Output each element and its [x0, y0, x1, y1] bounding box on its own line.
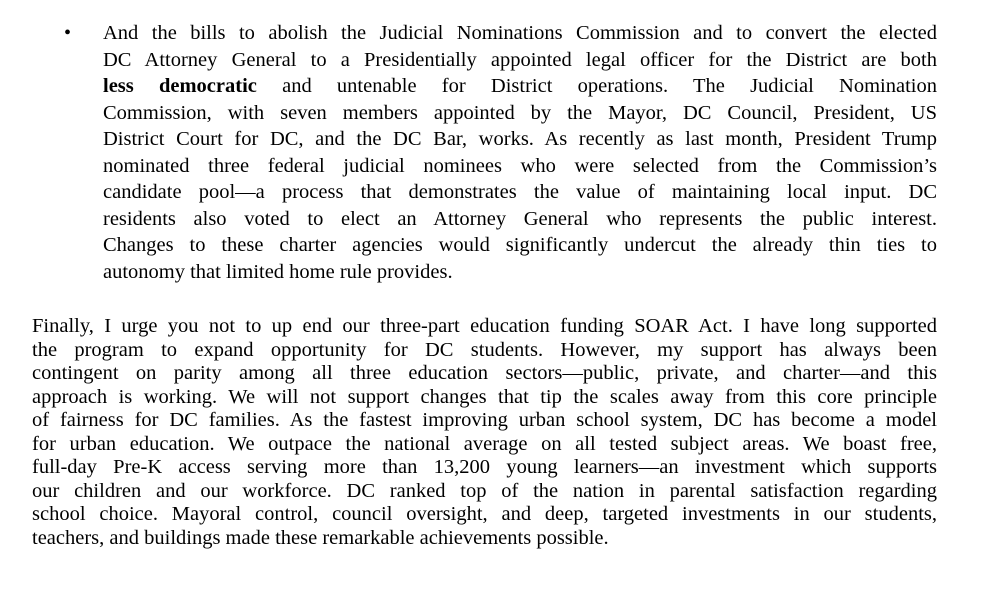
text-line: approach is working. We will not support changes that tip the scales away from this core principle: [32, 385, 937, 408]
text-line: [103, 73, 937, 100]
text-line: nominated three federal judicial nominees who were selected from the Commission’s: [103, 154, 937, 177]
text-line: of fairness for DC families. As the fastest improving urban school system, DC has become a model: [32, 409, 937, 431]
bullet-icon: •: [64, 22, 72, 44]
text-line: the program to expand opportunity for DC students. However, my support has always been: [32, 338, 937, 361]
text-line: DC Attorney General to a Presidentially appointed legal officer for the District are both: [103, 48, 937, 71]
text-line: our children and our workforce. DC ranked top of the nation in parental satisfaction regarding: [32, 479, 937, 502]
text-line: contingent on parity among all three education sectors—public, private, and charter—and this: [32, 362, 937, 384]
text-line: residents also voted to elect an Attorney General who represents the public interest.: [103, 207, 937, 230]
text-line: for urban education. We outpace the national average on all tested subject areas. We boast free,: [32, 432, 937, 455]
text-line: candidate pool—a process that demonstrates the value of maintaining local input. DC: [103, 181, 937, 203]
text-line: And the bills to abolish the Judicial Nominations Commission and to convert the elected: [103, 22, 937, 44]
text-line: Finally, I urge you not to up end our three-part education funding SOAR Act. I have long supported: [32, 315, 937, 337]
text-line: Commission, with seven members appointed by the Mayor, DC Council, President, US: [103, 101, 937, 124]
text-line: District Court for DC, and the DC Bar, works. As recently as last month, President Trump: [103, 128, 937, 150]
text-segment: and untenable for District operations. The Judicial Nomination: [256, 75, 937, 97]
text-line: Changes to these charter agencies would significantly undercut the already thin ties to: [103, 234, 937, 256]
text-line: teachers, and buildings made these remarkable achievements possible.: [32, 526, 609, 549]
bold-emphasis: less democratic: [103, 75, 257, 97]
text-line: autonomy that limited home rule provides.: [103, 260, 453, 283]
text-line: full-day Pre-K access serving more than 13,200 young learners—an investment which supports: [32, 456, 937, 478]
text-line: school choice. Mayoral control, council oversight, and deep, targeted investments in our students,: [32, 503, 937, 525]
